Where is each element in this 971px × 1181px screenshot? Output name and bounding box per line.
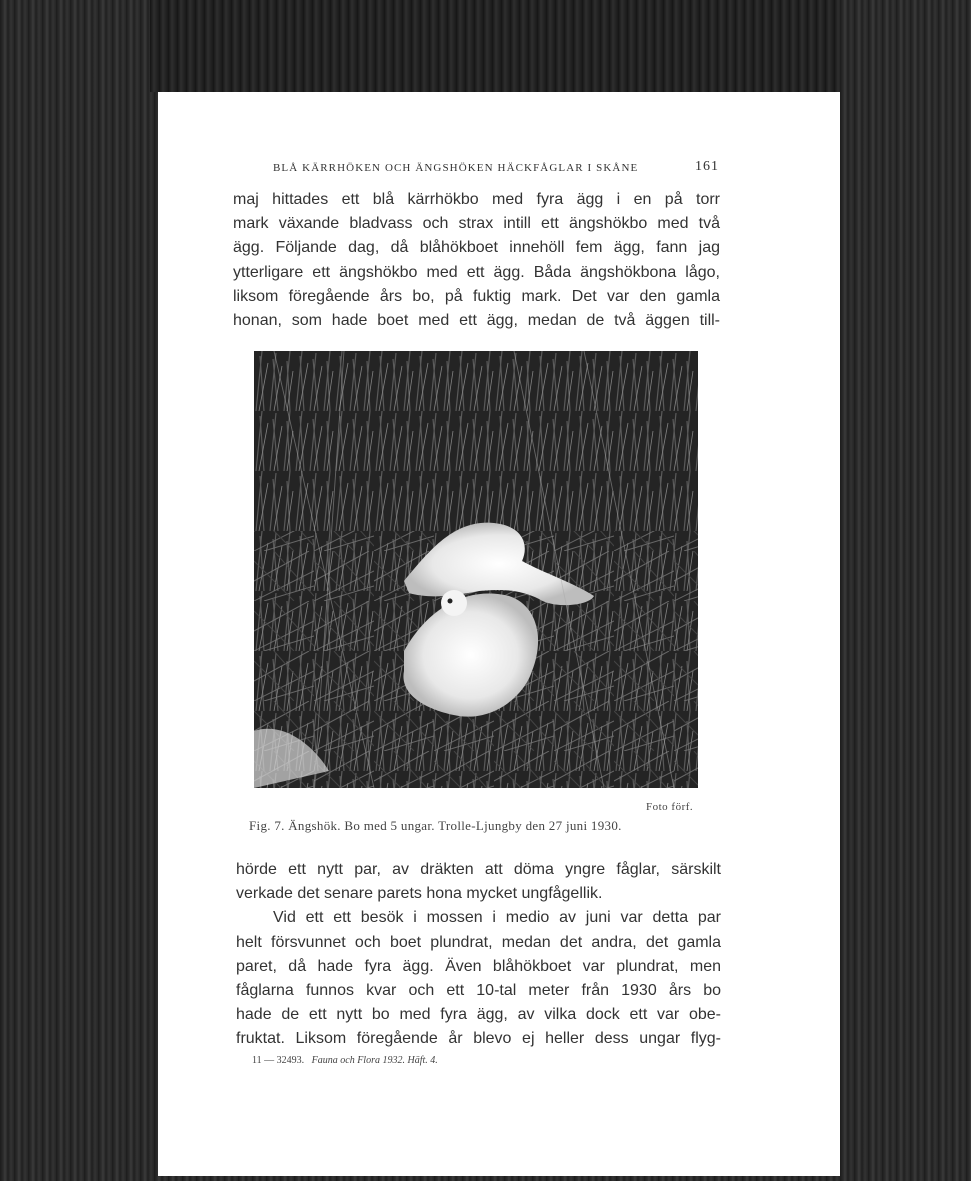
text-line: helt försvunnet och boet plundrat, medan det andra, det gamla — [236, 933, 721, 951]
text-line: honan, som hade boet med ett ägg, medan de två äggen till- — [233, 311, 720, 329]
text-line: liksom föregående års bo, på fuktig mark. Det var den gamla — [233, 287, 720, 305]
running-head-title: BLÅ KÄRRHÖKEN OCH ÄNGSHÖKEN HÄCKFÅGLAR I SKÅNE — [273, 162, 639, 174]
text-line: paret, då hade fyra ägg. Även blåhökboet var plundrat, men — [236, 957, 721, 975]
running-head — [273, 159, 719, 179]
figure-caption: Fig. 7. Ängshök. Bo med 5 ungar. Trolle-Ljungby den 27 juni 1930. — [249, 818, 622, 833]
text-line: fruktat. Liksom föregående år blevo ej heller dess ungar flyg- — [236, 1030, 721, 1048]
text-line: hade de ett nytt bo med fyra ägg, av vilka dock ett var obe- — [236, 1006, 721, 1024]
text-line: maj hittades ett blå kärrhökbo med fyra ägg i en på torr — [233, 191, 720, 208]
text-line: verkade det senare parets hona mycket ungfågellik. — [236, 885, 603, 903]
signature-mark: 11 — 32493. — [252, 1055, 305, 1066]
text-line: fåglarna funnos kvar och ett 10-tal meter från 1930 års bo — [236, 981, 721, 999]
photo-credit: Foto förf. — [646, 801, 694, 813]
page-footer — [252, 1055, 438, 1066]
text-line: ytterligare ett ängshökbo med ett ägg. Båda ängshökbona lågo, — [233, 263, 720, 281]
scan-top-strip — [150, 0, 840, 92]
text-line: mark växande bladvass och strax intill ett ängshökbo med två — [233, 215, 720, 233]
paragraph-bottom — [236, 858, 721, 1052]
paragraph-top — [233, 188, 720, 333]
text-line: hörde ett nytt par, av dräkten att döma yngre fåglar, särskilt — [236, 861, 721, 878]
journal-reference: Fauna och Flora 1932. Häft. 4. — [311, 1055, 438, 1066]
text-line: Vid ett ett besök i mossen i medio av juni var detta par — [273, 909, 721, 927]
page-number: 161 — [695, 159, 719, 174]
text-line: ägg. Följande dag, då blåhökboet innehöll fem ägg, fann jag — [233, 239, 720, 257]
photo-harrier-nest — [254, 351, 698, 788]
